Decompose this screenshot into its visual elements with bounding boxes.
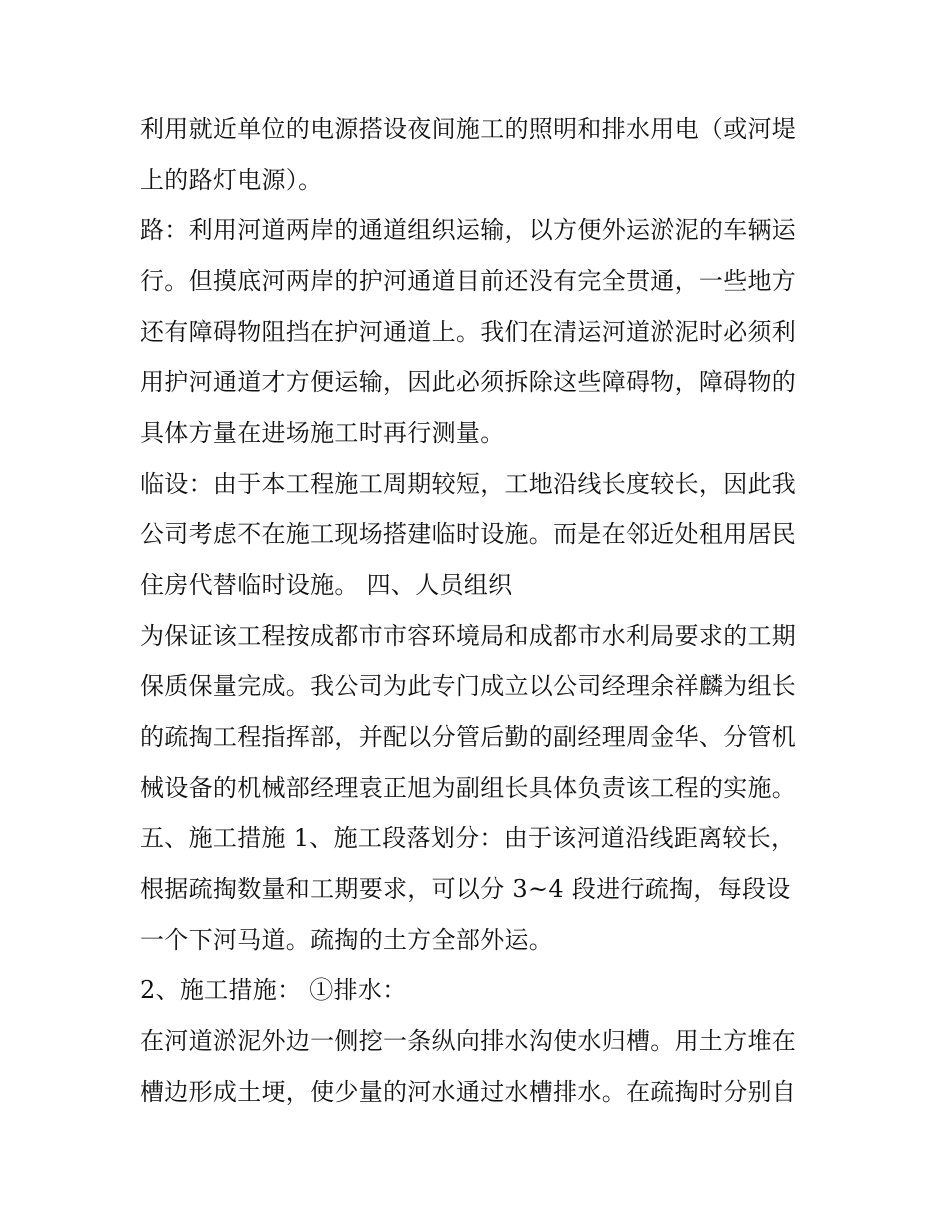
text-line: 行。但摸底河两岸的护河通道目前还没有完全贯通，一些地方 <box>140 267 797 295</box>
text-line: 公司考虑不在施工现场搭建临时设施。而是在邻近处租用居民 <box>140 520 797 548</box>
text-line: 临设：由于本工程施工周期较短，工地沿线长度较长，因此我 <box>140 470 797 498</box>
text-line: 利用就近单位的电源搭设夜间施工的照明和排水用电（或河堤 <box>140 115 797 143</box>
text-line: 路：利用河道两岸的通道组织运输，以方便外运淤泥的车辆运 <box>140 216 797 244</box>
text-line: 具体方量在进场施工时再行测量。 <box>140 419 505 447</box>
text-line: 为保证该工程按成都市市容环境局和成都市水利局要求的工期 <box>140 622 797 650</box>
text-line: 的疏掏工程指挥部，并配以分管后勤的副经理周金华、分管机 <box>140 723 797 751</box>
text-line: 根据疏掏数量和工期要求，可以分 3~4 段进行疏掏，每段设 <box>140 875 791 903</box>
text-line: 保质保量完成。我公司为此专门成立以公司经理余祥麟为组长 <box>140 672 797 700</box>
text-line: 槽边形成土埂，使少量的河水通过水槽排水。在疏掏时分别自 <box>140 1078 797 1106</box>
text-line: 上的路灯电源）。 <box>140 166 323 194</box>
text-line: 五、施工措施 1、施工段落划分：由于该河道沿线距离较长， <box>140 824 796 852</box>
text-line: 2、施工措施： ①排水： <box>140 976 407 1004</box>
text-line: 用护河通道才方便运输，因此必须拆除这些障碍物，障碍物的 <box>140 368 797 396</box>
text-line: 一个下河马道。疏掏的土方全部外运。 <box>140 926 554 954</box>
text-line: 在河道淤泥外边一侧挖一条纵向排水沟使水归槽。用土方堆在 <box>140 1027 797 1055</box>
text-line: 住房代替临时设施。 四、人员组织 <box>140 571 513 599</box>
text-line: 械设备的机械部经理袁正旭为副组长具体负责该工程的实施。 <box>140 774 797 802</box>
text-line: 还有障碍物阻挡在护河通道上。我们在清运河道淤泥时必须利 <box>140 318 797 346</box>
